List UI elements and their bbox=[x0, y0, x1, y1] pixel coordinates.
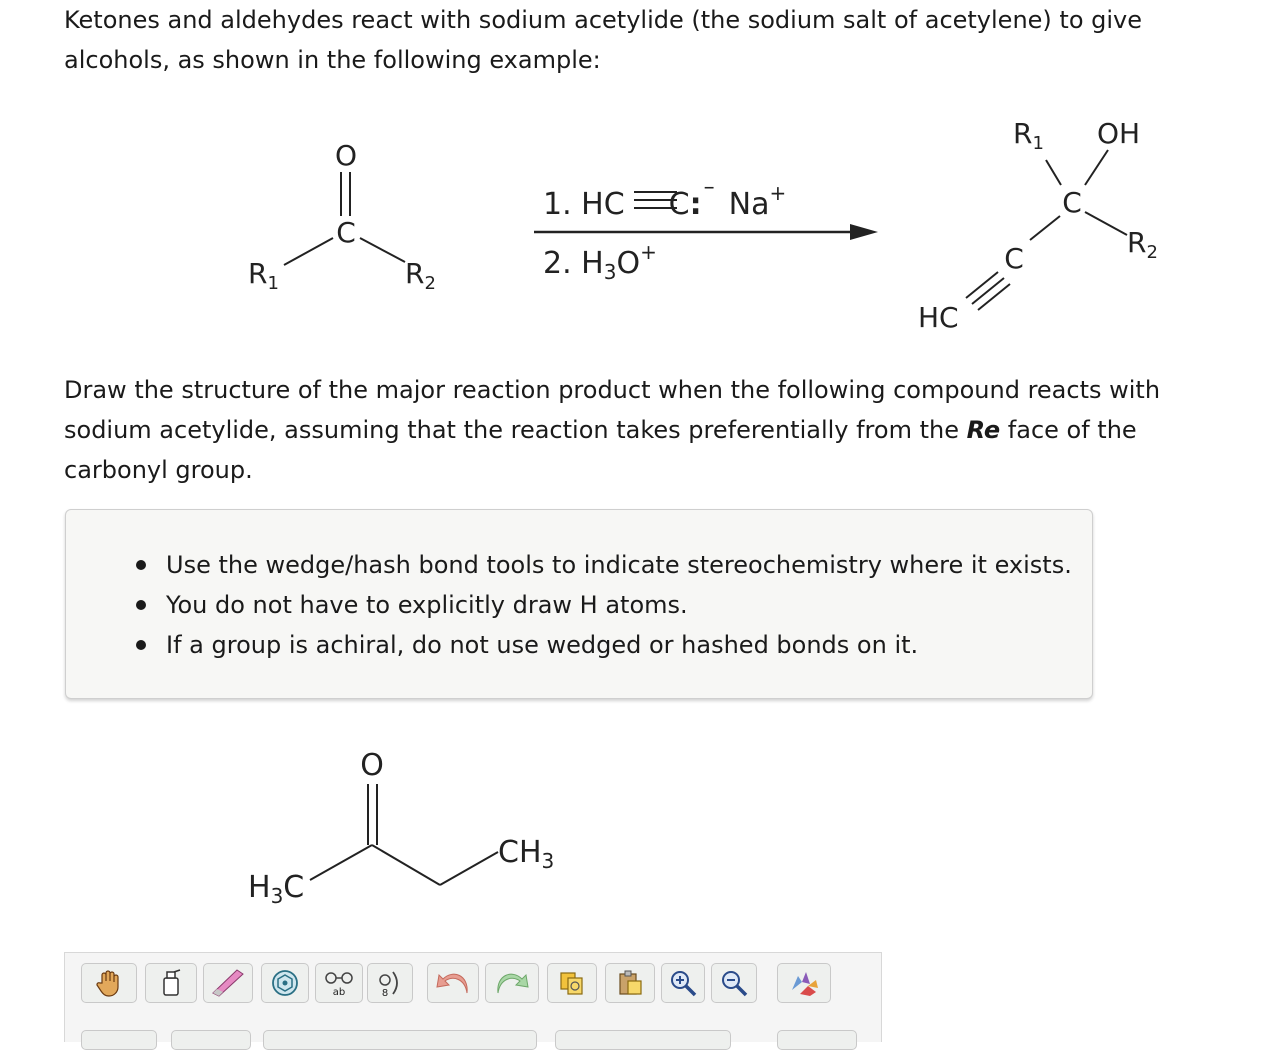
hand-tool-button[interactable] bbox=[81, 963, 137, 1003]
drawing-toolbar bbox=[64, 952, 882, 1042]
reactant-r2-label: $R_2$ bbox=[405, 257, 436, 294]
undo-icon bbox=[435, 969, 471, 997]
charge-button[interactable] bbox=[367, 963, 413, 1003]
svg-text:8: 8 bbox=[381, 988, 389, 998]
toolbar-row2-button[interactable] bbox=[263, 1030, 537, 1050]
charge-icon bbox=[375, 968, 405, 998]
eraser-button[interactable] bbox=[203, 963, 253, 1003]
zoom-out-icon bbox=[719, 968, 749, 998]
undo-button[interactable] bbox=[427, 963, 479, 1003]
clean-structure-icon bbox=[788, 968, 820, 998]
instructions-box bbox=[65, 509, 1093, 699]
svg-text:ab: ab bbox=[332, 987, 346, 998]
product-oh-label: OH bbox=[1097, 117, 1141, 150]
atom-map-icon bbox=[323, 968, 355, 998]
toolbar-row2-button[interactable] bbox=[81, 1030, 157, 1050]
product-r2-label: $R_2$ bbox=[1127, 226, 1158, 263]
clean-structure-button[interactable] bbox=[777, 963, 831, 1003]
compound-ch3-label: $CH_3$ bbox=[498, 835, 555, 873]
reagent-1-label: 1. HC C:– Na+ bbox=[543, 175, 787, 222]
atom-map-button[interactable] bbox=[315, 963, 363, 1003]
redo-button[interactable] bbox=[485, 963, 539, 1003]
starting-compound bbox=[0, 740, 1264, 940]
re-face-emphasis: Re bbox=[966, 416, 1001, 444]
compound-h3c-label: $H_3C$ bbox=[248, 870, 305, 908]
zoom-out-button[interactable] bbox=[711, 963, 757, 1003]
toolbar-row2-button[interactable] bbox=[171, 1030, 251, 1050]
instruction-item: Use the wedge/hash bond tools to indicate stereochemistry where it exists. bbox=[166, 545, 1072, 585]
erase-all-button[interactable] bbox=[145, 963, 197, 1003]
ring-template-button[interactable] bbox=[261, 963, 309, 1003]
paste-icon bbox=[616, 969, 644, 997]
instruction-item: You do not have to explicitly draw H atoms. bbox=[166, 585, 1072, 625]
zoom-in-button[interactable] bbox=[661, 963, 705, 1003]
reactant-r1-label: $R_1$ bbox=[248, 257, 279, 294]
eraser-icon bbox=[211, 969, 245, 997]
question-text: Draw the structure of the major reaction product when the following compound reacts with sodium acetylide, assuming that the reaction takes preferentially from the Re face of the carbonyl group. bbox=[64, 376, 1161, 484]
reagents bbox=[534, 175, 878, 284]
hand-icon bbox=[96, 969, 122, 997]
product-alkyne-carbon-label: C bbox=[1004, 242, 1024, 275]
reagent-2-label: 2. $H_3O^+$ bbox=[543, 240, 657, 284]
ring-template-icon bbox=[270, 968, 300, 998]
compound-oxygen-label: O bbox=[360, 748, 384, 783]
toolbar-row2-button[interactable] bbox=[555, 1030, 731, 1050]
reactant-carbon-label: C bbox=[336, 216, 356, 249]
reaction-scheme bbox=[0, 100, 1264, 340]
redo-icon bbox=[494, 969, 530, 997]
reactant-ketone bbox=[248, 139, 436, 294]
intro-text: Ketones and aldehydes react with sodium acetylide (the sodium salt of acetylene) to give alcohols, as shown in the following example: bbox=[64, 6, 1143, 74]
reactant-oxygen-label: O bbox=[334, 139, 358, 172]
product-alcohol bbox=[918, 117, 1158, 334]
copy-button[interactable] bbox=[547, 963, 597, 1003]
zoom-in-icon bbox=[668, 968, 698, 998]
paste-button[interactable] bbox=[605, 963, 655, 1003]
product-hc-label: HC bbox=[918, 301, 959, 334]
instructions-list bbox=[166, 545, 1072, 665]
reaction-arrow-head bbox=[850, 224, 878, 240]
toolbar-row2-button[interactable] bbox=[777, 1030, 857, 1050]
product-center-carbon-label: C bbox=[1062, 186, 1082, 219]
product-r1-label: $R_1$ bbox=[1013, 117, 1044, 154]
erase-all-icon bbox=[160, 969, 182, 997]
copy-icon bbox=[558, 969, 586, 997]
instruction-item: If a group is achiral, do not use wedged or hashed bonds on it. bbox=[166, 625, 1072, 665]
